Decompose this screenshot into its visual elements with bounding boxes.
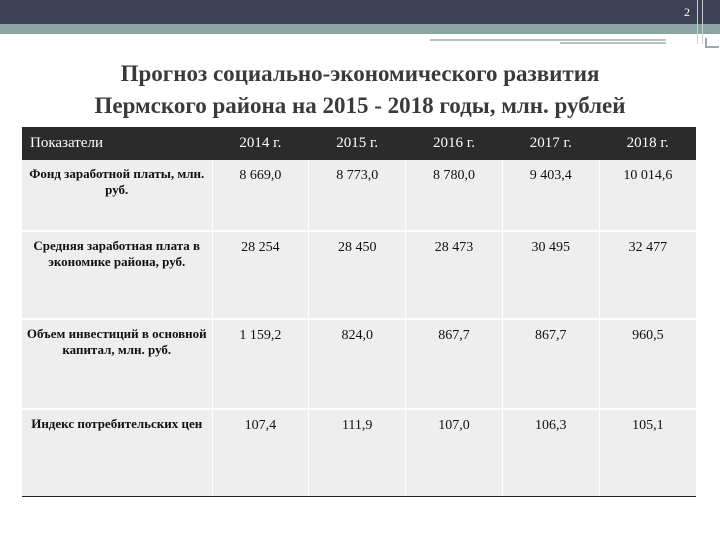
forecast-table: [22, 127, 696, 497]
decor-line: [697, 0, 698, 44]
page-title: [30, 58, 690, 122]
table-row: [22, 231, 696, 319]
table-cell: 105,1: [599, 409, 696, 497]
header-2016: 2016 г.: [406, 127, 503, 160]
row-label: Индекс потребительских цен: [22, 409, 212, 497]
table-cell: 8 773,0: [309, 160, 406, 231]
table-row: [22, 160, 696, 231]
table-cell: 107,0: [406, 409, 503, 497]
table-cell: 28 473: [406, 231, 503, 319]
title-line-2: Пермского района на 2015 - 2018 годы, млн. рублей: [94, 93, 626, 118]
header-2017: 2017 г.: [502, 127, 599, 160]
table-cell: 1 159,2: [212, 319, 309, 409]
table-cell: 111,9: [309, 409, 406, 497]
decor-line: [560, 42, 666, 44]
table-cell: 107,4: [212, 409, 309, 497]
table-cell: 30 495: [502, 231, 599, 319]
row-label: Объем инвестиций в основной капитал, млн. руб.: [22, 319, 212, 409]
table-cell: 867,7: [406, 319, 503, 409]
table-cell: 9 403,4: [502, 160, 599, 231]
table-row: [22, 409, 696, 497]
banner-divider: [0, 34, 720, 36]
header-2014: 2014 г.: [212, 127, 309, 160]
table-cell: 32 477: [599, 231, 696, 319]
decor-line: [430, 39, 666, 41]
top-banner: [0, 0, 720, 26]
table-row: [22, 319, 696, 409]
header-2015: 2015 г.: [309, 127, 406, 160]
header-indicators: Показатели: [22, 127, 212, 160]
table-header-row: [22, 127, 696, 160]
table-cell: 824,0: [309, 319, 406, 409]
table-cell: 867,7: [502, 319, 599, 409]
row-label: Фонд заработной платы, млн. руб.: [22, 160, 212, 231]
page-number: 2: [684, 5, 690, 19]
table-cell: 10 014,6: [599, 160, 696, 231]
table-cell: 106,3: [502, 409, 599, 497]
table-cell: 8 669,0: [212, 160, 309, 231]
decor-line: [702, 0, 703, 44]
title-line-1: Прогноз социально-экономического развития: [120, 61, 600, 86]
accent-strip: [0, 24, 720, 34]
row-label: Средняя заработная плата в экономике района, руб.: [22, 231, 212, 319]
table-cell: 28 450: [309, 231, 406, 319]
table-cell: 8 780,0: [406, 160, 503, 231]
header-2018: 2018 г.: [599, 127, 696, 160]
corner-mark: [705, 38, 719, 48]
table-cell: 960,5: [599, 319, 696, 409]
table-cell: 28 254: [212, 231, 309, 319]
